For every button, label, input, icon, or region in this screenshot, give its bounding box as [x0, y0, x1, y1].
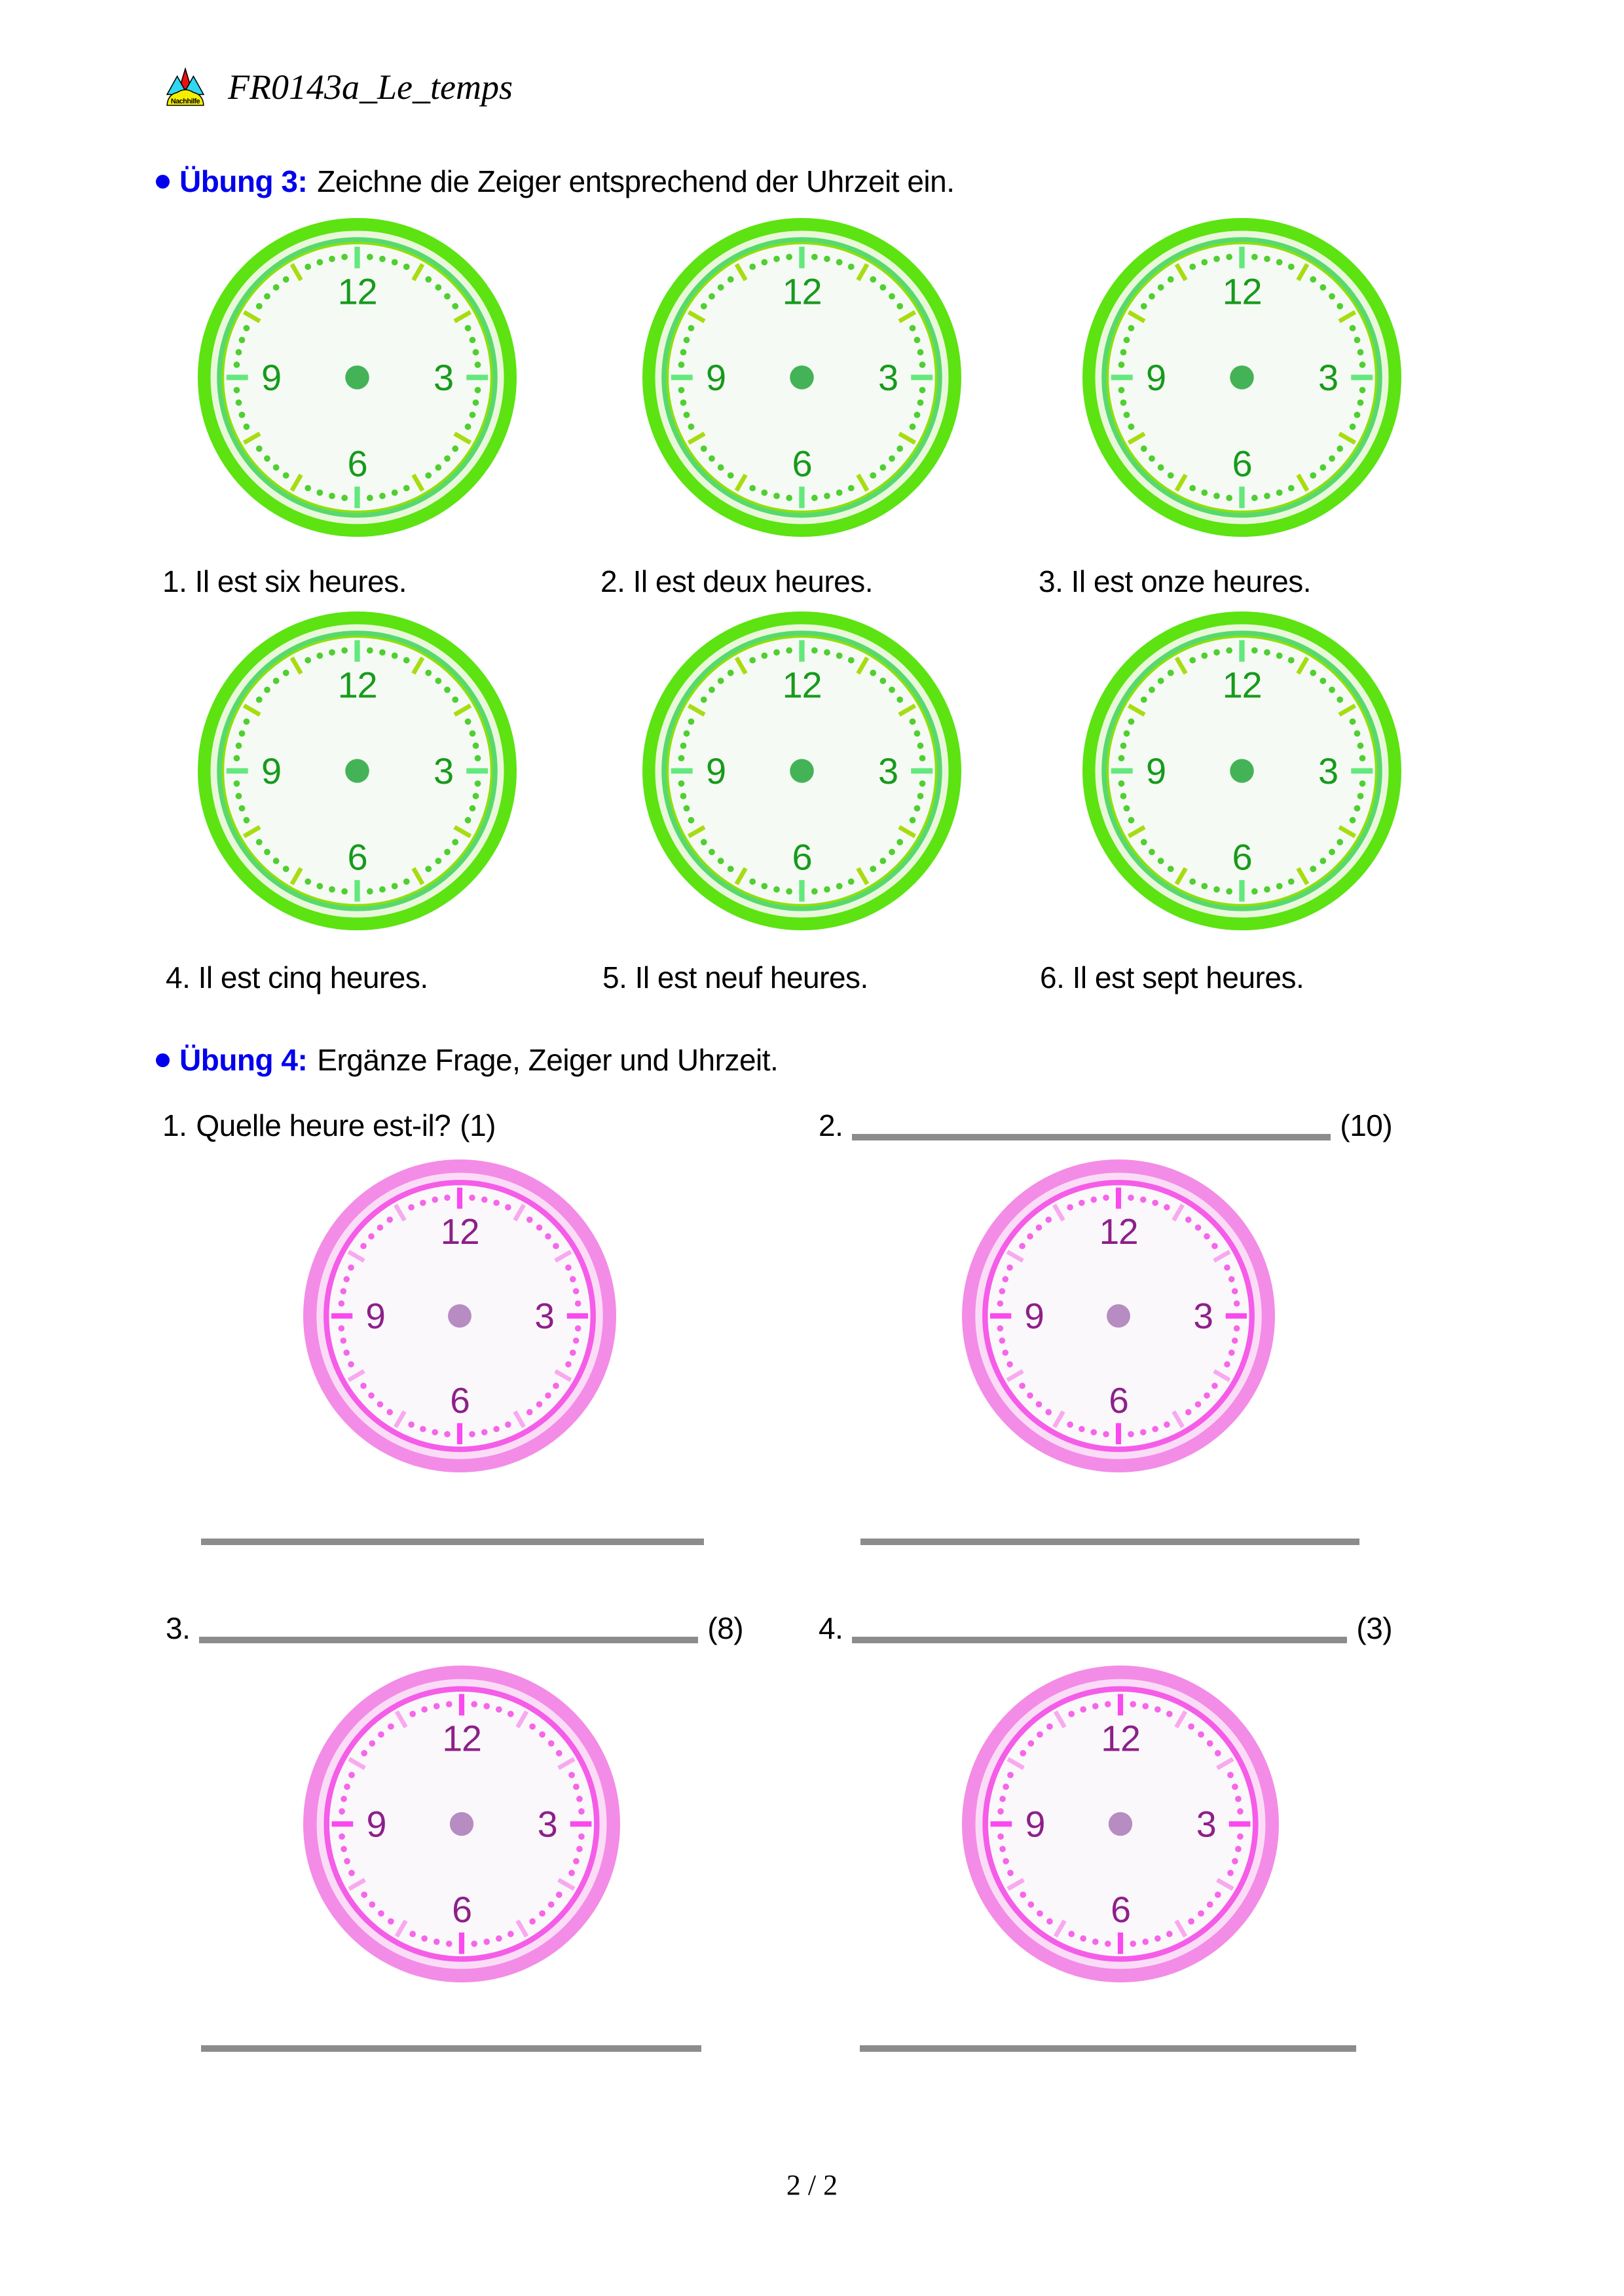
clock-ex3-q5[interactable]	[642, 611, 961, 930]
item-hint: (1)	[460, 1108, 496, 1142]
exercise4-instruction: Ergänze Frage, Zeiger und Uhrzeit.	[317, 1043, 779, 1077]
item-hint: (10)	[1340, 1108, 1393, 1142]
answer-line-ex4-q4[interactable]	[860, 2045, 1356, 2052]
exercise3-heading	[156, 164, 955, 199]
page-number: 2 / 2	[786, 2169, 838, 2201]
clock-ex4-q1[interactable]	[303, 1159, 616, 1472]
answer-line-ex4-q1[interactable]	[201, 1539, 704, 1545]
exercise3-label: Übung 3:	[179, 164, 308, 198]
exercise4-label: Übung 4:	[179, 1043, 308, 1077]
ex3-caption-3: 3. Il est onze heures.	[1039, 564, 1312, 598]
ex4-item-1	[162, 1108, 496, 1143]
document-title: FR0143a_Le_temps	[228, 67, 513, 107]
item-number: 3.	[166, 1611, 191, 1645]
nachhilfe-logo-icon	[165, 67, 206, 107]
item-question: Quelle heure est-il?	[196, 1108, 451, 1142]
answer-line-ex4-q2[interactable]	[860, 1539, 1359, 1545]
ex3-caption-2: 2. Il est deux heures.	[600, 564, 874, 598]
ex3-caption-5: 5. Il est neuf heures.	[602, 960, 868, 994]
item-number: 4.	[819, 1611, 843, 1645]
exercise3-instruction: Zeichne die Zeiger entsprechend der Uhrzeit ein.	[317, 164, 955, 198]
ex3-caption-4: 4. Il est cinq heures.	[166, 960, 428, 994]
clock-ex3-q6[interactable]	[1082, 611, 1401, 930]
clock-ex3-q3[interactable]	[1082, 218, 1401, 537]
ex4-item-2	[819, 1108, 1392, 1143]
answer-line-ex4-q3[interactable]	[201, 2045, 701, 2052]
answer-blank-line[interactable]	[852, 1637, 1347, 1643]
header	[165, 67, 513, 107]
ex3-caption-1: 1. Il est six heures.	[162, 564, 407, 598]
clock-ex4-q4[interactable]	[962, 1666, 1279, 1982]
answer-blank-line[interactable]	[852, 1134, 1331, 1140]
clock-ex3-q4[interactable]	[198, 611, 517, 930]
item-number: 1.	[162, 1108, 187, 1142]
clock-ex3-q2[interactable]	[642, 218, 961, 537]
bullet-icon	[156, 175, 170, 189]
clock-ex3-q1[interactable]	[198, 218, 517, 537]
logo-text: Nachhilfe	[170, 97, 200, 105]
clock-ex4-q3[interactable]	[303, 1666, 620, 1982]
item-number: 2.	[819, 1108, 843, 1142]
item-hint: (3)	[1356, 1611, 1393, 1645]
answer-blank-line[interactable]	[199, 1637, 698, 1643]
bullet-icon	[156, 1053, 170, 1067]
ex4-item-3	[166, 1611, 743, 1646]
item-hint: (8)	[707, 1611, 744, 1645]
ex4-item-4	[819, 1611, 1392, 1646]
ex3-caption-6: 6. Il est sept heures.	[1040, 960, 1304, 994]
clock-ex4-q2[interactable]	[962, 1159, 1275, 1472]
exercise4-heading	[156, 1042, 778, 1078]
